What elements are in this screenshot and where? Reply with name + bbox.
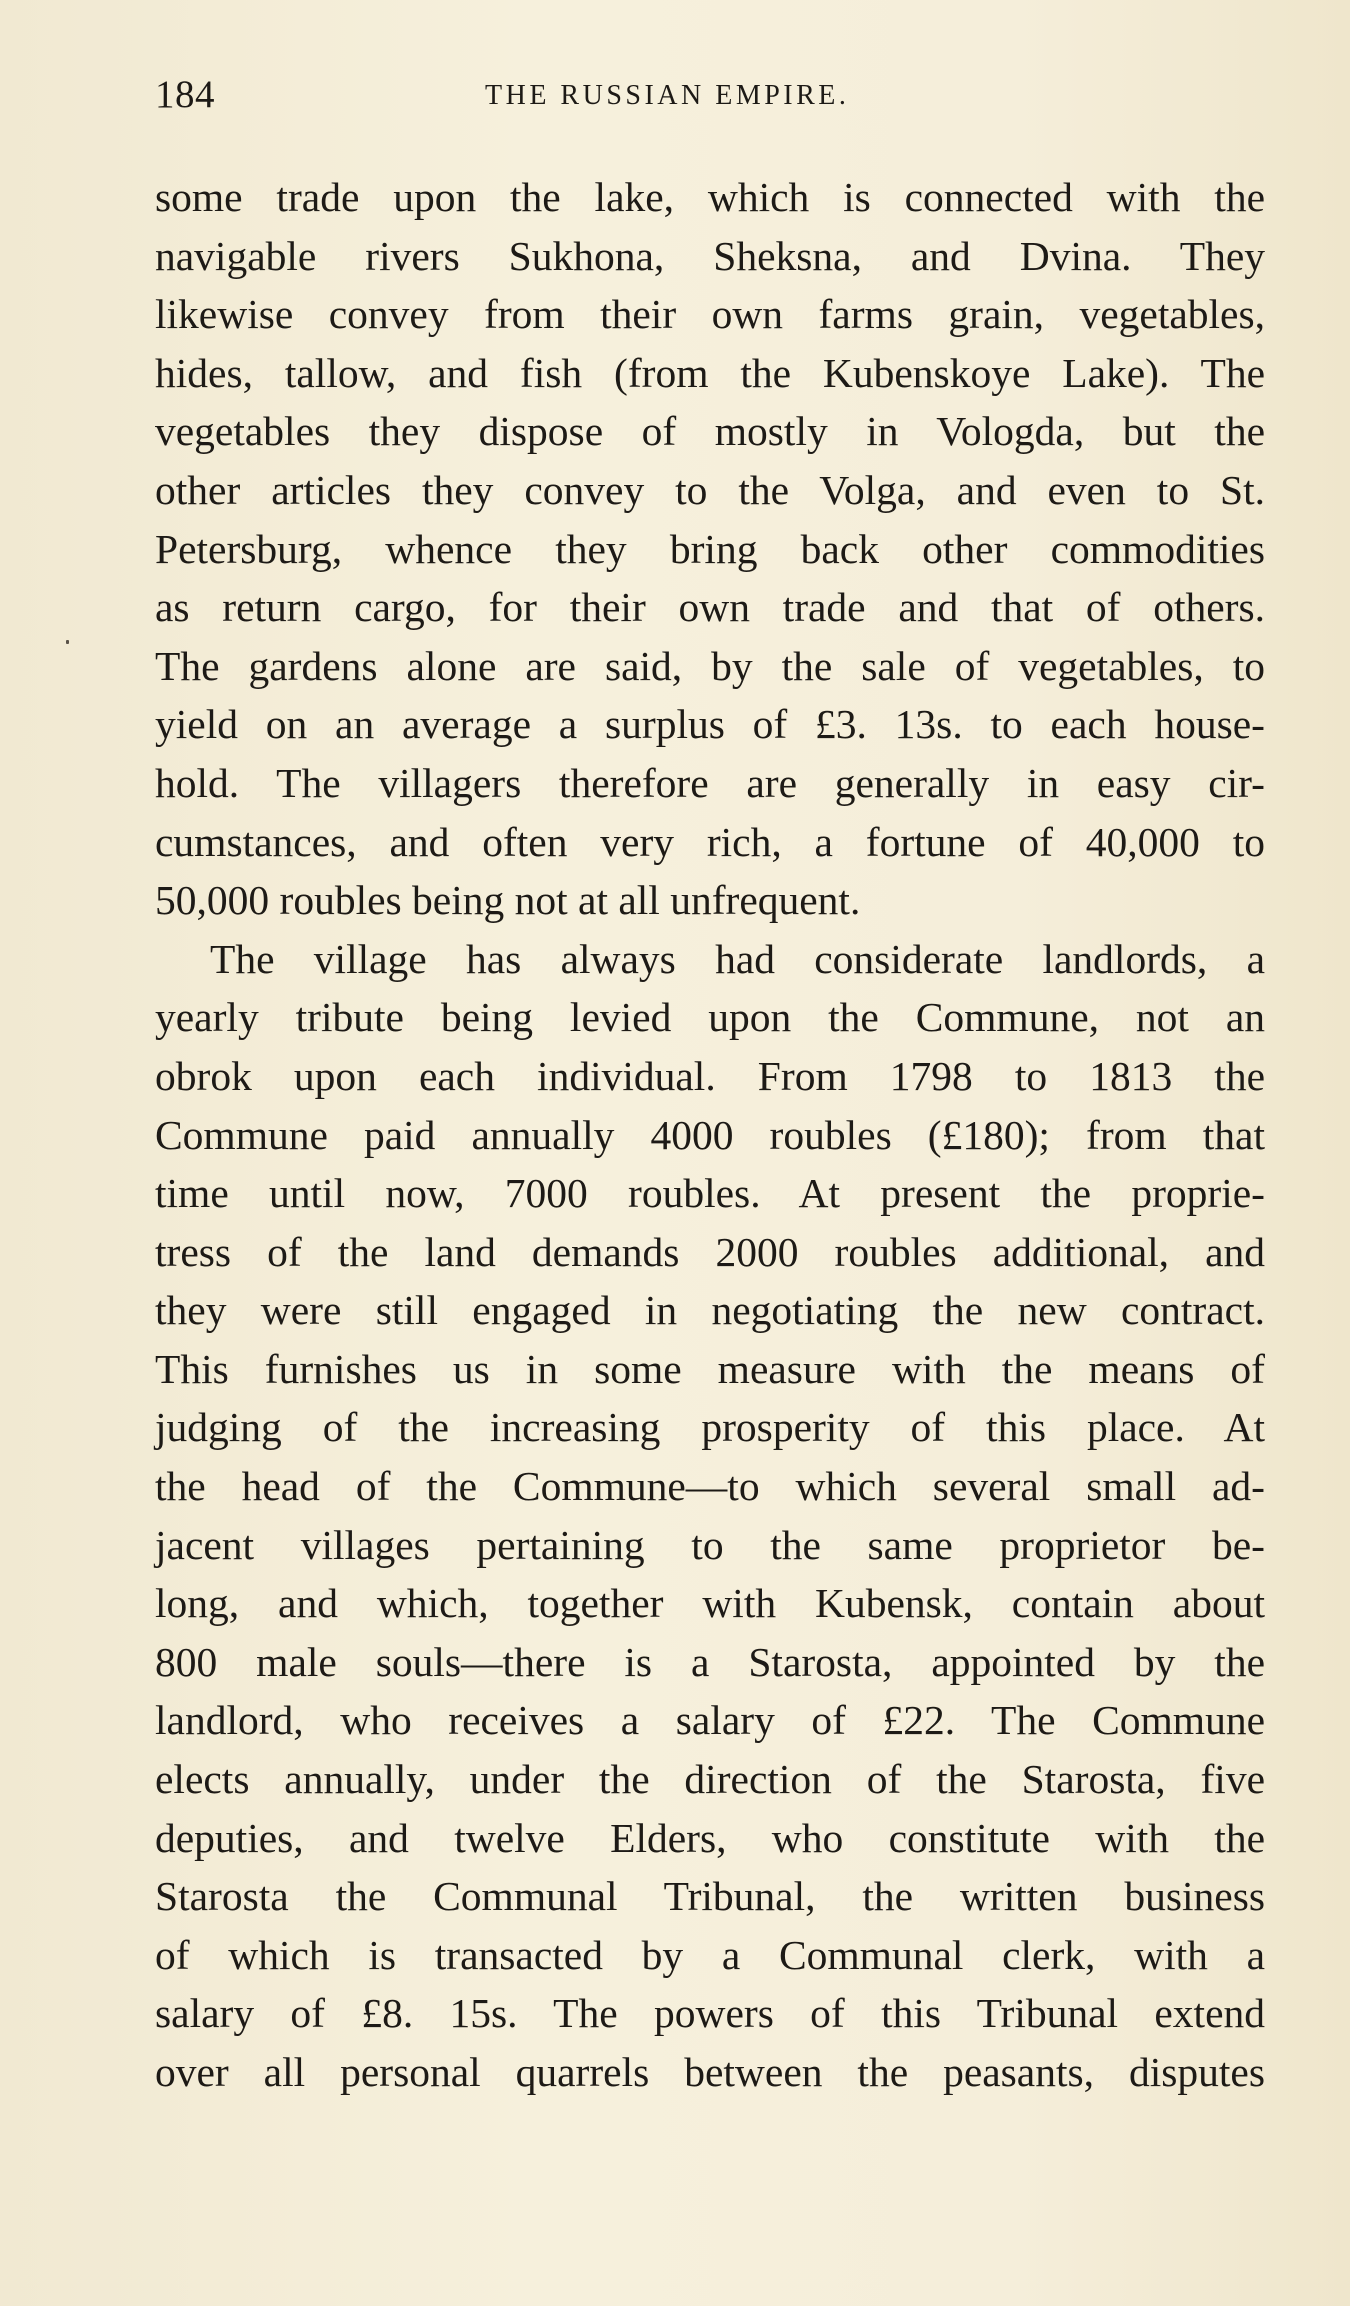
text-line: Commune paid annually 4000 roubles (£180); from that [155, 1111, 1265, 1158]
text-line: This furnishes us in some measure with the means of [155, 1345, 1265, 1392]
text-line: jacent villages pertaining to the same proprietor be- [155, 1521, 1265, 1568]
text-line: likewise convey from their own farms grain, vegetables, [155, 291, 1265, 338]
text-line: cumstances, and often very rich, a fortune of 40,000 to [155, 818, 1265, 865]
paragraph-end-line: 50,000 roubles being not at all unfrequent. [155, 877, 861, 924]
text-line: salary of £8. 15s. The powers of this Tribunal extend [155, 1990, 1265, 2037]
text-line: 800 male souls—there is a Starosta, appointed by the [155, 1638, 1265, 1685]
text-line: Starosta the Communal Tribunal, the written business [155, 1873, 1265, 1920]
text-line: hold. The villagers therefore are generally in easy cir- [155, 759, 1265, 806]
text-line: they were still engaged in negotiating the new contract. [155, 1287, 1265, 1334]
text-line: other articles they convey to the Volga, and even to St. [155, 466, 1265, 513]
text-line: as return cargo, for their own trade and that of others. [155, 584, 1265, 631]
text-line: obrok upon each individual. From 1798 to 1813 the [155, 1052, 1265, 1099]
text-line: the head of the Commune—to which several small ad- [155, 1463, 1265, 1510]
text-line: tress of the land demands 2000 roubles additional, and [155, 1228, 1265, 1275]
text-line: over all personal quarrels between the peasants, disputes [155, 2049, 1265, 2095]
text-line: landlord, who receives a salary of £22. The Commune [155, 1697, 1265, 1744]
text-line: elects annually, under the direction of the Starosta, five [155, 1756, 1265, 1803]
text-line: deputies, and twelve Elders, who constitute with the [155, 1814, 1265, 1861]
text-line: Petersburg, whence they bring back other commodities [155, 525, 1265, 572]
text-line: hides, tallow, and fish (from the Kubenskoye Lake). The [155, 349, 1265, 396]
running-title: THE RUSSIAN EMPIRE. [485, 80, 850, 111]
text-line: yield on an average a surplus of £3. 13s. to each house- [155, 701, 1265, 748]
text-line: of which is transacted by a Communal clerk, with a [155, 1931, 1265, 1978]
text-line: navigable rivers Sukhona, Sheksna, and Dvina. They [155, 232, 1265, 279]
page-header [155, 72, 1255, 122]
text-line: judging of the increasing prosperity of this place. At [155, 1404, 1265, 1451]
paragraph-start-line: The village has always had considerate landlords, a [210, 935, 1265, 982]
margin-speck [66, 640, 69, 644]
text-line: yearly tribute being levied upon the Commune, not an [155, 994, 1265, 1041]
text-line: The gardens alone are said, by the sale of vegetables, to [155, 642, 1265, 689]
text-line: some trade upon the lake, which is connected with the [155, 174, 1265, 220]
page-number: 184 [155, 73, 215, 116]
text-line: vegetables they dispose of mostly in Vologda, but the [155, 408, 1265, 455]
text-line: time until now, 7000 roubles. At present the proprie- [155, 1170, 1265, 1217]
text-line: long, and which, together with Kubensk, contain about [155, 1580, 1265, 1627]
body-text [155, 168, 1265, 2102]
